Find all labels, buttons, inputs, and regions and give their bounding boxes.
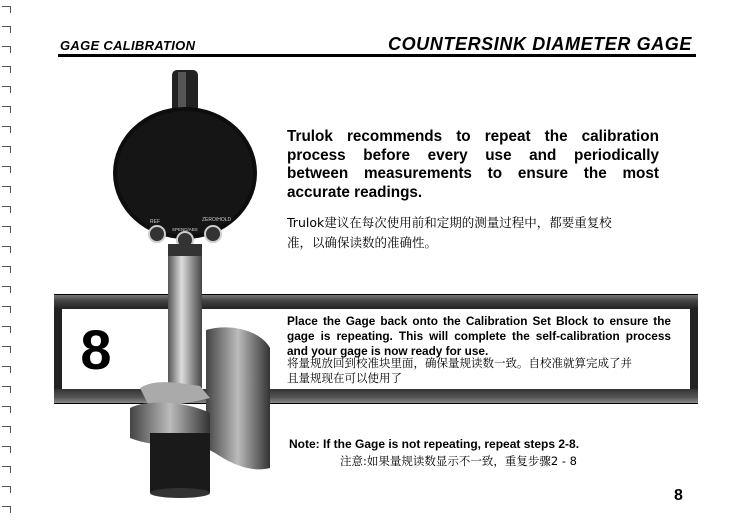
document-title: COUNTERSINK DIAMETER GAGE <box>387 34 692 54</box>
gauge-photo <box>110 68 270 498</box>
zero-hold-label: ZERO/HOLD <box>202 217 232 223</box>
step-instruction-chinese <box>287 356 677 386</box>
note-text: Note: If the Gage is not repeating, repeat steps 2-8. <box>289 437 580 451</box>
intro-paragraph <box>287 128 659 202</box>
section-heading: GAGE CALIBRATION <box>60 38 196 53</box>
page-number: 8 <box>674 487 683 504</box>
spend-label: SPEND/ABS <box>172 227 198 232</box>
intro-paragraph-chinese <box>287 213 667 253</box>
intro-line: accurate readings. <box>287 183 423 201</box>
intro-zh-line: 准，以确保读数的准确性。 <box>287 235 438 250</box>
step-zh-line: 将量规放回到校准块里面，确保量规读数一致。自校准就算完成了并 <box>287 356 632 370</box>
ref-label: REF <box>150 219 160 225</box>
intro-line: between measurements to ensure the most <box>287 165 659 182</box>
header-rule <box>58 54 696 57</box>
step-instruction: Place the Gage back onto the Calibration Set Block to ensure the gage is repeating. This will complete the self-calibration process and your gage is now ready for use. <box>287 314 671 358</box>
intro-zh-line: Trulok建议在每次使用前和定期的测量过程中，都要重复校 <box>287 215 612 230</box>
note-text-chinese: 注意:如果量规读数显示不一致，重复步骤2 - 8 <box>340 454 577 468</box>
step-zh-line: 且量规现在可以使用了 <box>287 371 402 385</box>
intro-line: Trulok recommends to repeat the calibration <box>287 128 659 145</box>
binding-marks <box>0 0 14 530</box>
intro-line: process before every use and periodically <box>287 146 659 164</box>
step-number: 8 <box>80 317 112 381</box>
